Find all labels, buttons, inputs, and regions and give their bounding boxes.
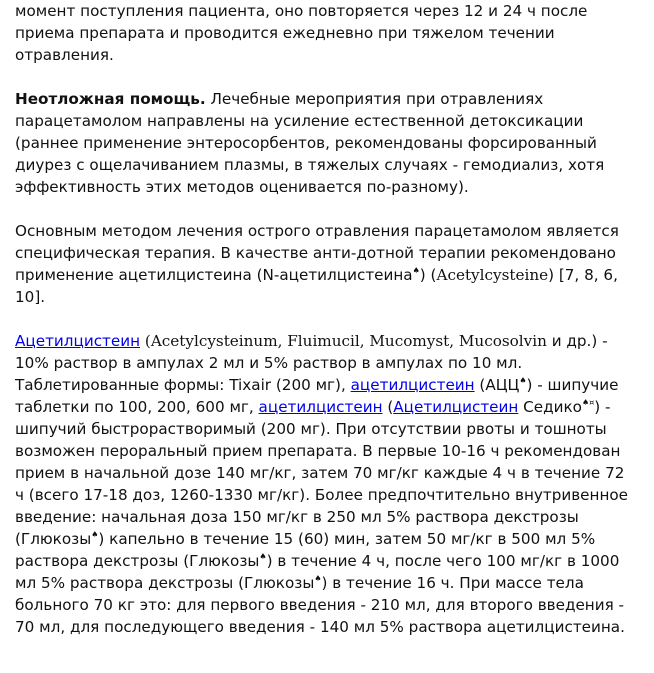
spade-mark-icon: ♠ bbox=[412, 266, 420, 275]
spade-mark-icon: ♠ bbox=[259, 552, 267, 561]
paragraph-specific-therapy bbox=[15, 220, 634, 308]
specific-therapy-text: Основным методом лечения острого отравления парацетамолом является специфическая терапия. В качестве анти-дотной терапии рекомендовано применение ацетилцистеина (N-ацетилцистеина bbox=[15, 222, 619, 284]
emergency-care-heading: Неотложная помощь. bbox=[15, 90, 206, 108]
spade-mark-icon: ♠ bbox=[519, 376, 527, 385]
paragraph-acetylcysteine bbox=[15, 330, 634, 638]
spade-mark-icon: ♠ bbox=[91, 530, 99, 539]
acetylcysteine-text: ( bbox=[140, 332, 151, 350]
paragraph-emergency-care bbox=[15, 88, 634, 198]
link-acetylcysteine-sediko[interactable]: ацетилцистеин bbox=[258, 398, 383, 416]
link-acetylcysteine-acc[interactable]: ацетилцистеин bbox=[350, 376, 475, 394]
latin-drug-name: Acetylcysteine bbox=[436, 266, 549, 284]
acetylcysteine-text: ( bbox=[382, 398, 394, 416]
acetylcysteine-text: ) в течение 16 ч. При массе тела больного 70 кг это: для первого введения - 210 мл, для второго введения - 70 мл, для последующего введения - 140 мл 5% раствора ацетилцистеина. bbox=[15, 574, 625, 636]
acetylcysteine-text: ) в течение 4 ч, после чего 100 мг/кг в 1000 мл 5% раствора декстрозы (Глюкозы bbox=[15, 552, 620, 592]
spade-registered-mark-icon: ♠¤ bbox=[581, 398, 595, 407]
acetylcysteine-text: и др.) - 10% раствор в ампулах 2 мл и 5% раствор в ампулах по 10 мл. Таблетированные формы: Tixair (200 мг), bbox=[15, 332, 608, 394]
specific-therapy-text: ) [7, 8, 6, 10]. bbox=[15, 266, 618, 306]
acetylcysteine-text: (АЦЦ bbox=[474, 376, 520, 394]
link-acetylcysteine[interactable]: Ацетилцистеин bbox=[15, 332, 141, 350]
acetylcysteine-text: Седико bbox=[518, 398, 582, 416]
spade-mark-icon: ♠ bbox=[314, 574, 322, 583]
paragraph-dosing-schedule: момент поступления пациента, оно повторяется через 12 и 24 ч после приема препарата и проводится ежедневно при тяжелом течении отравления. bbox=[15, 2, 588, 64]
acetylcysteine-text: ) - шипучие таблетки по 100, 200, 600 мг, bbox=[15, 376, 619, 416]
latin-drug-names: Acetylcysteinum, Fluimucil, Mucomyst, Mucosolvin bbox=[150, 332, 547, 350]
emergency-care-text: Лечебные мероприятия при отравлениях парацетамолом направлены на усиление естественной детоксикации (раннее применение энтеросорбентов, рекомендованы форсированный диурез с ощелачиванием плазмы, в тяжелых случаях - гемодиализ, хотя эффективность этих методов оценивается по-разному). bbox=[15, 90, 605, 196]
acetylcysteine-text: ) капельно в течение 15 (60) мин, затем 50 мг/кг в 500 мл 5% раствора декстрозы (Глюкозы bbox=[15, 530, 596, 570]
specific-therapy-text: ) ( bbox=[419, 266, 437, 284]
link-acetylcysteine-brand[interactable]: Ацетилцистеин bbox=[393, 398, 519, 416]
acetylcysteine-text: ) - шипучий быстрорастворимый (200 мг). При отсутствии рвоты и тошноты возможен пероральный прием препарата. В первые 10-16 ч рекомендован прием в начальной дозе 140 мг/кг, затем 70 мг/кг каждые 4 ч в течение 72 ч (всего 17-18 доз, 1260-1330 мг/кг). Более предпочтительно внутривенное введение: начальная доза 150 мг/кг в 250 мл 5% раствора декстрозы (Глюкозы bbox=[15, 398, 629, 548]
